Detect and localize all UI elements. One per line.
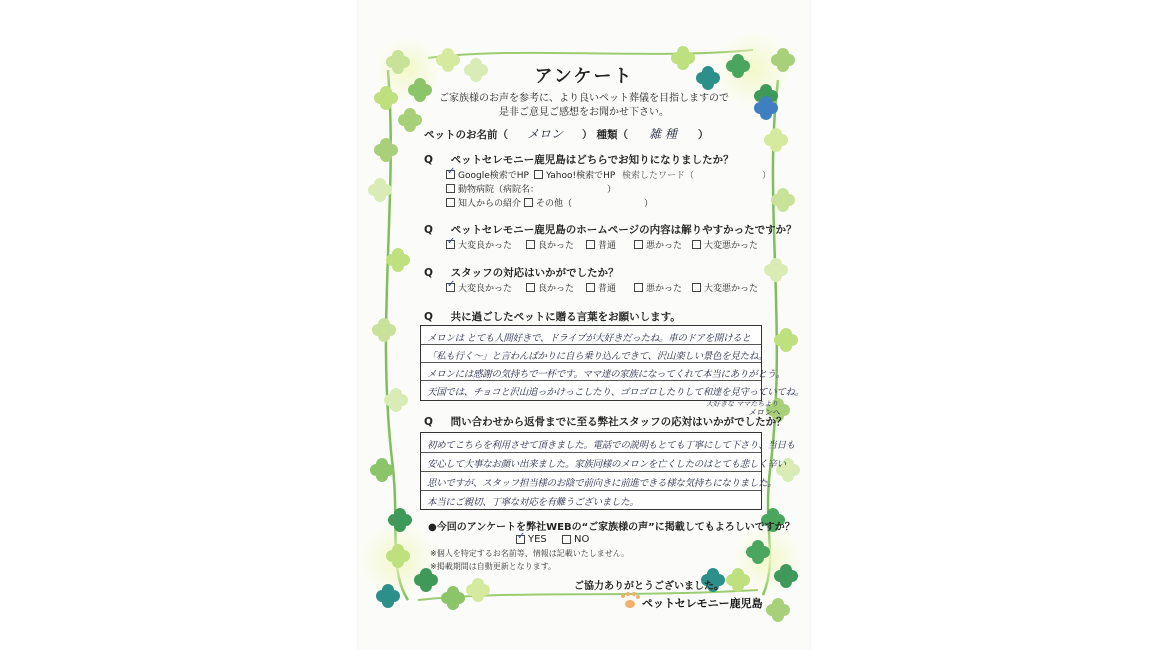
q1-question bbox=[424, 152, 734, 167]
q1-option-google[interactable] bbox=[446, 168, 529, 181]
q2-option-3[interactable] bbox=[586, 238, 616, 251]
q2-option-2-label: 良かった bbox=[538, 241, 575, 251]
q3-option-2[interactable] bbox=[526, 281, 574, 294]
q5-answer-line-4: 本当にご親切、丁寧な対応を有難うございました。 bbox=[427, 497, 639, 508]
q2-text: ペットセレモニー鹿児島のホームページの内容は解りやすかったですか？ bbox=[450, 224, 797, 236]
q2-question bbox=[424, 222, 797, 237]
checkbox[interactable] bbox=[534, 170, 543, 179]
q3-option-3-label: 普通 bbox=[598, 284, 617, 294]
survey-title: アンケート bbox=[534, 66, 634, 87]
q1-option-other-close: ） bbox=[644, 199, 654, 209]
q1-search-word bbox=[622, 168, 771, 181]
thanks-text: ご協力ありがとうございました。 bbox=[574, 581, 724, 592]
q1-option-friend-label: 知人からの紹介 bbox=[458, 199, 522, 209]
q3-option-1[interactable] bbox=[446, 281, 512, 294]
pet-name-value: メロン bbox=[526, 127, 563, 141]
q1-option-yahoo[interactable] bbox=[534, 168, 615, 181]
q5-question bbox=[424, 414, 787, 429]
checkbox[interactable] bbox=[634, 283, 643, 292]
q4-question bbox=[424, 309, 681, 324]
q4-mark: Q bbox=[424, 311, 433, 323]
q3-option-2-label: 良かった bbox=[538, 284, 575, 294]
checkbox-checked[interactable] bbox=[446, 170, 455, 179]
q2-option-4-label: 悪かった bbox=[646, 241, 683, 251]
checkbox[interactable] bbox=[562, 535, 571, 544]
q4-text: 共に過ごしたペットに贈る言葉をお願いします。 bbox=[450, 311, 681, 323]
q3-option-1-label: 大変良かった bbox=[458, 284, 513, 294]
checkbox[interactable] bbox=[526, 283, 535, 292]
checkbox-checked[interactable] bbox=[446, 240, 455, 249]
q1-text: ペットセレモニー鹿児島はどちらでお知りになりましたか？ bbox=[450, 154, 734, 166]
q5-answer-line-3: 思いですが、スタッフ担当様のお陰で前向きに前進できる様な気持ちになりました。 bbox=[427, 478, 777, 489]
q4-answer-line-3: メロンには感謝の気持ちで一杯です。ママ達の家族になってくれて本当にありがとう。 bbox=[427, 369, 785, 380]
checkbox-checked[interactable] bbox=[446, 283, 455, 292]
checkbox[interactable] bbox=[692, 240, 701, 249]
q2-mark: Q bbox=[424, 224, 433, 236]
q1-option-hospital[interactable] bbox=[446, 182, 616, 195]
q2-option-4[interactable] bbox=[634, 238, 682, 251]
q3-option-4-label: 悪かった bbox=[646, 284, 683, 294]
q6-option-no[interactable] bbox=[562, 534, 589, 545]
q5-answer-line-1: 初めてこちらを利用させて頂きました。電話での説明もとても丁寧にして下さり、当日も bbox=[427, 440, 796, 451]
q3-mark: Q bbox=[424, 267, 433, 279]
checkbox[interactable] bbox=[586, 240, 595, 249]
q1-option-hospital-close: ） bbox=[607, 185, 617, 195]
q1-mark: Q bbox=[424, 154, 433, 166]
q1-option-google-label: Google検索でHP bbox=[458, 171, 529, 181]
q2-option-1[interactable] bbox=[446, 238, 512, 251]
brand-name: ペットセレモニー鹿児島 bbox=[642, 597, 763, 610]
q3-option-5[interactable] bbox=[692, 281, 758, 294]
q6-option-yes[interactable] bbox=[516, 534, 547, 545]
checkbox[interactable] bbox=[446, 198, 455, 207]
q6-option-no-label: NO bbox=[574, 534, 590, 545]
pet-kind-value: 雑 種 bbox=[649, 127, 677, 141]
q4-signature-name: メロンへ bbox=[748, 408, 780, 417]
q2-option-1-label: 大変良かった bbox=[458, 241, 513, 251]
q4-answer-line-4: 天国では、チョコと沢山追っかけっこしたり、ゴロゴロしたりして和達を見守っていてね。 bbox=[427, 387, 804, 398]
checkbox[interactable] bbox=[692, 283, 701, 292]
intro-line-1: ご家族様のお声を参考に、より良いペット葬儀を目指しますので bbox=[439, 93, 729, 104]
q3-option-4[interactable] bbox=[634, 281, 682, 294]
q1-option-yahoo-label: Yahoo!検索でHP bbox=[546, 171, 616, 181]
q1-option-friend[interactable] bbox=[446, 196, 521, 209]
q2-option-5-label: 大変悪かった bbox=[704, 241, 759, 251]
q4-answer-line-2: 「私も行く〜」と言わんばかりに自ら乗り込んできて、沢山楽しい景色を見たね。 bbox=[427, 351, 768, 362]
q1-option-hospital-label: 動物病院（病院名： bbox=[458, 185, 540, 195]
checkbox-checked[interactable] bbox=[516, 535, 525, 544]
q5-text: 問い合わせから返骨までに至る弊社スタッフの応対はいかがでしたか？ bbox=[450, 416, 787, 428]
pet-kind-label: 種類（ bbox=[596, 129, 628, 141]
q2-option-2[interactable] bbox=[526, 238, 574, 251]
checkbox[interactable] bbox=[586, 283, 595, 292]
checkbox[interactable] bbox=[526, 240, 535, 249]
q5-mark: Q bbox=[424, 416, 433, 428]
q1-option-other[interactable] bbox=[524, 196, 653, 209]
pet-kind-close: ） bbox=[698, 129, 709, 141]
q3-option-5-label: 大変悪かった bbox=[704, 284, 759, 294]
pet-name-label: ペットのお名前（ bbox=[424, 129, 508, 141]
note-period: ※掲載期間は自動更新となります。 bbox=[430, 562, 557, 571]
q3-text: スタッフの対応はいかがでしたか？ bbox=[450, 267, 619, 279]
q2-option-3-label: 普通 bbox=[598, 241, 617, 251]
survey-sheet bbox=[358, 0, 810, 650]
q5-answer-line-2: 安心して大事なお顔い出来ました。家族同様のメロンを亡くしたのはとても悲しく辛い bbox=[427, 459, 786, 470]
q3-option-3[interactable] bbox=[586, 281, 616, 294]
q5-answer-box[interactable] bbox=[420, 432, 796, 510]
intro-line-2: 是非ご意見ご感想をお聞かせ下さい。 bbox=[499, 107, 669, 118]
pet-info-row bbox=[424, 125, 709, 142]
q1-option-other-label: その他（ bbox=[536, 199, 573, 209]
checkbox[interactable] bbox=[524, 198, 533, 207]
pet-name-close: ） bbox=[582, 129, 593, 141]
q3-question bbox=[424, 265, 619, 280]
q1-search-word-label: 検索したワード（ bbox=[622, 171, 695, 181]
checkbox[interactable] bbox=[446, 184, 455, 193]
q6-option-yes-label: YES bbox=[528, 534, 547, 545]
q1-search-word-close: ） bbox=[762, 171, 772, 181]
q4-answer-box[interactable] bbox=[420, 325, 804, 401]
note-privacy: ※個人を特定するお名前等、情報は記載いたしません。 bbox=[430, 549, 630, 558]
q4-answer-line-1: メロンは とても人間好きで、ドライブが大好きだったね。車のドアを開けると bbox=[427, 333, 751, 344]
q4-signature: 大好きな ママたちより bbox=[706, 400, 779, 408]
q6-question: ●今回のアンケートを弊社WEBの“ご家族様の声”に掲載してもよろしいですか？ bbox=[428, 522, 795, 533]
checkbox[interactable] bbox=[634, 240, 643, 249]
q2-option-5[interactable] bbox=[692, 238, 758, 251]
